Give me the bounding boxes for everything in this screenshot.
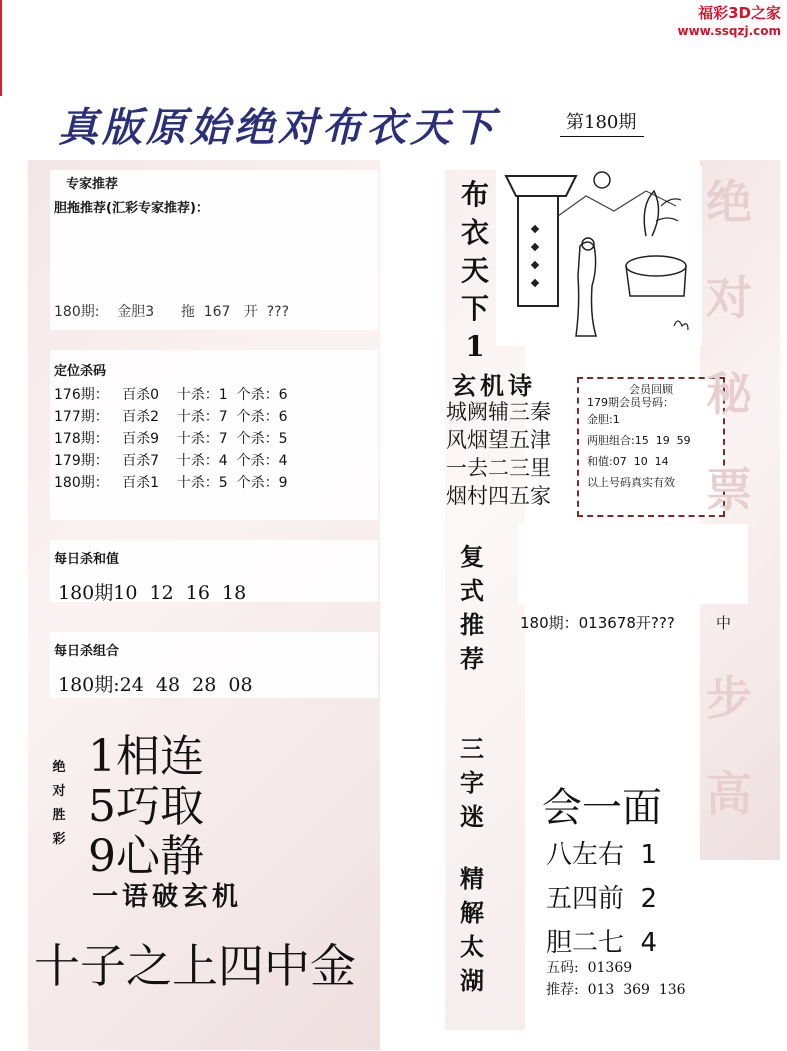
scholar-illustration: [496, 166, 702, 346]
riddle-line: 八左右 1: [546, 840, 658, 870]
sum-heading: 每日杀和值: [54, 552, 120, 567]
deco-char: 绝: [706, 175, 752, 229]
left-edge-line: [0, 0, 2, 96]
deco-char: 步: [706, 671, 752, 725]
combo-line: 180期:24 48 28 08: [58, 674, 253, 696]
deco-char: 对: [706, 271, 752, 325]
big-line: 5巧取: [88, 781, 204, 832]
fushi-box: [518, 524, 748, 604]
member-review-box: [577, 377, 725, 517]
tuijian-line: 推荐: 013 369 136: [546, 982, 686, 998]
member-note: 以上号码真实有效: [587, 476, 675, 489]
poem-line: 城阙辅三秦: [446, 400, 551, 424]
sanzi-label: [452, 732, 492, 834]
riddle-line: 胆二七 4: [546, 928, 658, 958]
big-line: 1相连: [88, 731, 204, 782]
deco-char: 高: [706, 767, 752, 821]
vertical-title-char: 衣: [460, 216, 489, 249]
poem-line: 风烟望五津: [446, 428, 551, 452]
riddle-title: 会一面: [542, 785, 662, 831]
page-title: 真版原始绝对布衣天下: [58, 105, 498, 151]
position-row: 176期： 百杀0 十杀：1 个杀：6: [54, 387, 288, 403]
side-label: [44, 756, 74, 852]
site-logo: [678, 4, 781, 40]
vertical-title-char: 1: [465, 330, 485, 363]
member-two-dan: 两胆组合:15 19 59: [587, 434, 691, 447]
position-row: 179期： 百杀7 十杀：4 个杀：4: [54, 453, 288, 469]
fushi-label: [452, 540, 492, 676]
jingjie-char: 太: [460, 932, 484, 961]
sum-line: 180期10 12 16 18: [58, 582, 247, 604]
position-row: 178期： 百杀9 十杀：7 个杀：5: [54, 431, 288, 447]
riddle-lines: [546, 834, 657, 966]
dantuo-line: 180期: 金胆3 拖 167 开 ???: [54, 304, 290, 320]
position-row: 177期： 百杀2 十杀：7 个杀：6: [54, 409, 288, 425]
position-heading: 定位杀码: [54, 364, 107, 379]
logo-url: www.ssqzj.com: [677, 24, 781, 38]
side-char: 胜: [52, 808, 66, 823]
slogan: 一语破玄机: [92, 882, 243, 912]
member-sub: 179期会员号码：: [587, 396, 674, 409]
zhong-label: 中: [716, 614, 732, 632]
deco-char: 秘: [706, 367, 752, 421]
fushi-char: 复: [460, 542, 484, 571]
logo-brand: 福彩3D之家: [698, 4, 781, 22]
big-lines: [88, 720, 204, 882]
poem-line: 烟村四五家: [446, 484, 551, 508]
vertical-title-char: 布: [460, 178, 489, 211]
poem-heading: 玄机诗: [452, 371, 536, 400]
vertical-title-char: 下: [460, 292, 489, 325]
fushi-char: 式: [460, 576, 484, 605]
vertical-title-char: 天: [460, 254, 489, 287]
member-heading: 会员回顾: [629, 383, 673, 396]
sanzi-char: 三: [460, 734, 484, 763]
jingjie-label: [452, 862, 492, 998]
combo-heading: 每日杀组合: [54, 644, 120, 659]
jingjie-char: 精: [460, 864, 484, 893]
expert-heading: 专家推荐: [66, 177, 119, 192]
poem-line: 一去二三里: [446, 456, 551, 480]
dantuo-heading: 胆拖推荐(汇彩专家推荐)：: [54, 201, 209, 216]
poem: [446, 398, 551, 510]
position-row: 180期： 百杀1 十杀：5 个杀：9: [54, 475, 288, 491]
member-dan: 金胆:1: [587, 413, 620, 426]
issue-number: 第180期: [560, 108, 644, 137]
wuma-line: 五码: 01369: [546, 960, 633, 976]
member-sum: 和值:07 10 14: [587, 455, 669, 468]
riddle-line: 五四前 2: [546, 884, 658, 914]
fushi-line: 180期：013678开???: [520, 614, 675, 632]
sanzi-char: 迷: [460, 802, 484, 831]
side-char: 对: [52, 784, 66, 799]
side-char: 彩: [52, 832, 66, 847]
bottom-phrase: 十子之上四中金: [34, 939, 356, 993]
position-rows: [54, 384, 288, 494]
deco-char: 票: [706, 463, 752, 517]
sanzi-char: 字: [460, 768, 484, 797]
big-line: 9心静: [88, 831, 204, 882]
side-char: 绝: [52, 760, 66, 775]
fushi-char: 推: [460, 610, 484, 639]
jingjie-char: 湖: [460, 966, 484, 995]
fushi-char: 荐: [460, 644, 484, 673]
jingjie-char: 解: [460, 898, 484, 927]
vertical-title: [455, 176, 495, 366]
